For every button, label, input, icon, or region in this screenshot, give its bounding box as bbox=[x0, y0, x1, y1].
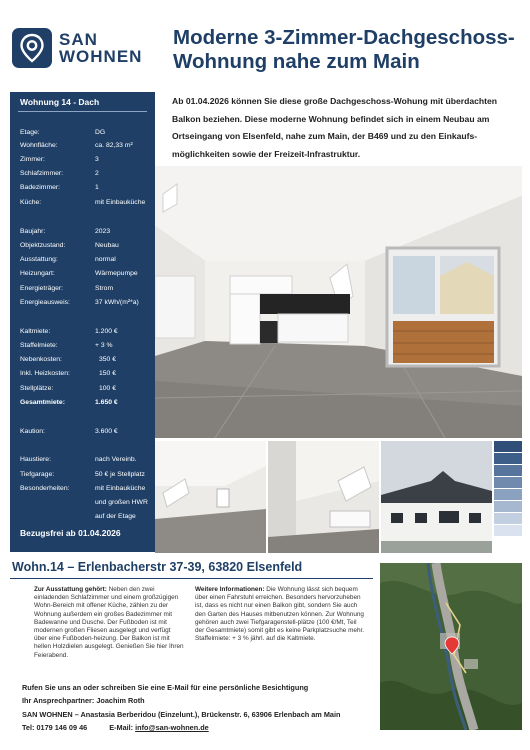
location-pin-icon bbox=[12, 28, 52, 68]
brand-logo bbox=[12, 26, 160, 70]
fact-label: Küche: bbox=[20, 199, 42, 206]
fact-value: Neubau bbox=[95, 242, 119, 249]
fact-value: 50 € je Stellplatz bbox=[95, 471, 145, 478]
bathroom-photo bbox=[268, 441, 379, 553]
facts-sidebar bbox=[10, 92, 155, 552]
fact-value: 350 € bbox=[99, 356, 117, 363]
fact-label: Haustiere: bbox=[20, 456, 51, 463]
fact-value: 150 € bbox=[99, 370, 117, 377]
fact-value: Wärmepumpe bbox=[95, 270, 138, 277]
company-address: SAN WOHNEN – Anastasia Berberidou (Einzelunt.), Brückenstr. 6, 63906 Erlenbach am Main bbox=[22, 709, 341, 719]
fact-label: Inkl. Heizkosten: bbox=[20, 370, 70, 377]
fact-label: Energieausweis: bbox=[20, 299, 70, 306]
fact-label: Ausstattung: bbox=[20, 256, 58, 263]
fact-value: 2023 bbox=[95, 228, 111, 235]
contact-cta: Rufen Sie uns an oder schreiben Sie eine E-Mail für eine persönliche Besichtigung bbox=[22, 683, 309, 692]
fact-label: Kaution: bbox=[20, 428, 45, 435]
brand-line-1: SAN bbox=[59, 30, 98, 49]
fact-value: normal bbox=[95, 256, 116, 263]
more-info-heading: Weitere Informationen: bbox=[195, 586, 265, 593]
fact-value-continued: und großen HWR bbox=[95, 499, 148, 506]
living-room-photo bbox=[155, 166, 522, 438]
fact-value: mit Einbauküche bbox=[95, 199, 146, 206]
color-tile bbox=[494, 489, 522, 500]
brand-line-2: WOHNEN bbox=[59, 47, 143, 66]
fact-value: 37 kWh/(m²*a) bbox=[95, 299, 139, 306]
fact-label: Staffelmiete: bbox=[20, 342, 58, 349]
fact-label: Stellplätze: bbox=[20, 385, 54, 392]
location-map bbox=[380, 563, 522, 730]
color-tile bbox=[494, 513, 522, 524]
fact-value: ca. 82,33 m² bbox=[95, 142, 133, 149]
available-from: Bezugsfrei ab 01.04.2026 bbox=[20, 528, 121, 538]
brand-name bbox=[59, 31, 142, 65]
more-info-description bbox=[195, 586, 365, 643]
fact-value: mit Einbauküche bbox=[95, 485, 146, 492]
equipment-heading: Zur Ausstattung gehört: bbox=[34, 586, 107, 593]
color-tile bbox=[494, 477, 522, 488]
phone-number[interactable]: Tel: 0179 146 09 46 bbox=[22, 722, 88, 732]
contact-person: Ihr Ansprechpartner: Joachim Roth bbox=[22, 696, 145, 706]
fact-label: Zimmer: bbox=[20, 156, 45, 163]
total-rent-value: 1.650 € bbox=[95, 399, 118, 406]
fact-label: Schlafzimmer: bbox=[20, 170, 64, 177]
color-tile bbox=[494, 525, 522, 536]
fact-label: Tiefgarage: bbox=[20, 471, 55, 478]
fact-value: nach Vereinb. bbox=[95, 456, 137, 463]
contact-line bbox=[22, 721, 382, 734]
fact-label: Objektzustand: bbox=[20, 242, 66, 249]
equipment-description bbox=[34, 586, 184, 660]
fact-label: Badezimmer: bbox=[20, 184, 61, 191]
contact-block bbox=[22, 681, 382, 734]
address-divider bbox=[10, 578, 373, 579]
fact-label: Etage: bbox=[20, 129, 40, 136]
sidebar-title: Wohnung 14 - Dach bbox=[20, 97, 100, 107]
color-tile bbox=[494, 465, 522, 476]
color-tile bbox=[494, 501, 522, 512]
more-info-text: Die Wohnung lässt sich bequem über einen Fahrstuhl erreichen. Besonders hervorzuheben ist, dass es nicht nur einen Balkon gibt, sondern Sie auch den Garten des Hauses mitbenutzen können. Zur Wohnung gehören auch zwei Tiefgaragenstell-plätze (100 €/Mt, Teil der Gesamtmiete) somit gibt es keine Parkplatzsuche mehr. Staffelmiete: + 3 % jährl. auf die Kaltmiete. bbox=[195, 586, 365, 643]
fact-value: 1.200 € bbox=[95, 328, 118, 335]
intro-text: Ab 01.04.2026 können Sie diese große Dachgeschoss-Wohung mit überdachten Balkon beziehen. Diese moderne Wohnung befindet sich in einem Neubau am Ortseingang von Elsenfeld, nahe zum Main, der B469 und zu den Einkaufs-möglichkeiten sowie der Freizeit-Infrastruktur. bbox=[172, 96, 498, 159]
fact-label: Energieträger: bbox=[20, 285, 64, 292]
page-title bbox=[173, 26, 523, 74]
email-label: E-Mail: bbox=[109, 722, 134, 732]
color-tiles bbox=[494, 441, 522, 537]
fact-label: Kaltmiete: bbox=[20, 328, 51, 335]
fact-value: + 3 % bbox=[95, 342, 113, 349]
fact-value: 3 bbox=[95, 156, 99, 163]
fact-label: Nebenkosten: bbox=[20, 356, 62, 363]
fact-label: Heizungart: bbox=[20, 270, 55, 277]
fact-value: 1 bbox=[95, 184, 99, 191]
fact-value: Strom bbox=[95, 285, 114, 292]
equipment-text: Neben den zwei einladenden Schlafzimmer und einem großzügigen Wohn-Bereich mit offener Küche, zählen zu der Wohnung außerdem ein großes Badezimmer mit Badewanne und Dusche. Der Fußboden ist mit modernen großen Fliesen ausgelegt und verfügt über eine Fußboden-heizung. Der Balkon ist mit hellen Holzdielen ausgelegt. Genießen Sie hier Ihren Feierabend. bbox=[34, 586, 184, 659]
color-tile bbox=[494, 453, 522, 464]
title-line-1: Moderne 3-Zimmer-Dachgeschoss- bbox=[173, 26, 515, 49]
building-exterior-photo bbox=[381, 441, 492, 553]
fact-label: Besonderheiten: bbox=[20, 485, 70, 492]
address-heading: Wohn.14 – Erlenbacherstr 37-39, 63820 Elsenfeld bbox=[12, 560, 303, 574]
fact-value: DG bbox=[95, 129, 106, 136]
fact-value: 100 € bbox=[99, 385, 117, 392]
color-tile bbox=[494, 441, 522, 452]
fact-value: 3.600 € bbox=[95, 428, 118, 435]
email-link[interactable]: info@san-wohnen.de bbox=[135, 722, 209, 732]
total-rent-label: Gesamtmiete: bbox=[20, 399, 65, 406]
sidebar-divider bbox=[18, 111, 147, 112]
title-line-2: Wohnung nahe zum Main bbox=[173, 50, 420, 73]
fact-label: Wohnfläche: bbox=[20, 142, 58, 149]
fact-label: Baujahr: bbox=[20, 228, 46, 235]
bedroom-photo bbox=[155, 441, 266, 553]
fact-value-continued: auf der Etage bbox=[95, 513, 136, 520]
fact-value: 2 bbox=[95, 170, 99, 177]
